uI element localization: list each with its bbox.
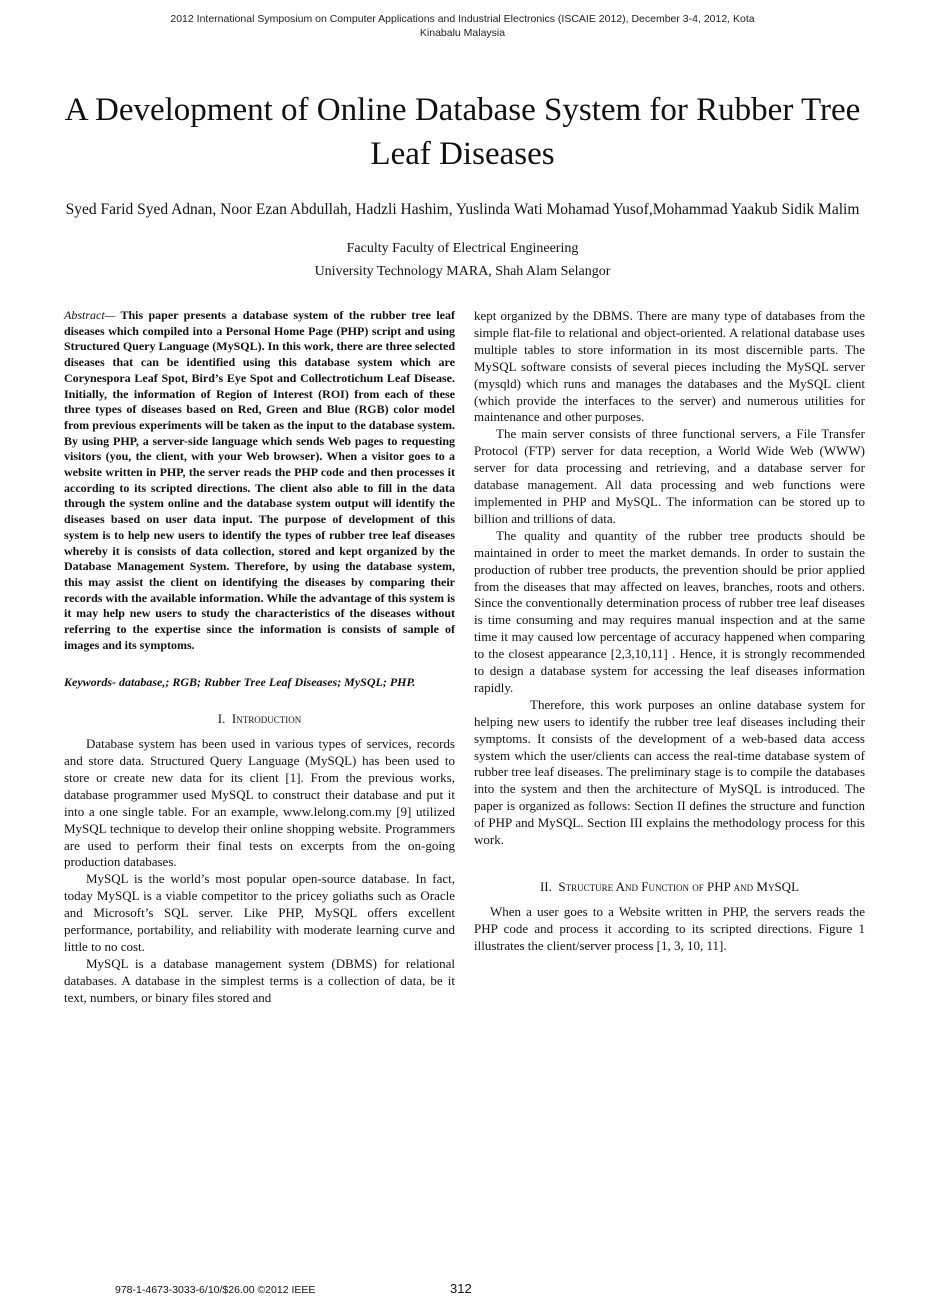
conference-header-line1: 2012 International Symposium on Computer Applications and Industrial Electronics (ISCAIE 2012), December 3-4, 2012, Kota — [170, 13, 755, 25]
body-paragraph-continued: kept organized by the DBMS. There are many type of databases from the simple flat-file to relational and object-oriented. A relational database uses multiple tables to store information in its most discernible parts. The MySQL software consists of several pieces including the MySQL server (mysqld) which runs and manages the databases and the MySQL client (which provide the interfaces to the server) and numerous utilities for maintenance and other purposes. — [474, 308, 865, 425]
intro-paragraph-1: Database system has been used in various types of services, records and store data. Structured Query Language (MySQL) has been used to store or create new data for its client [1]. From the previous works, database programmer used MySQL to construct their database and put it into a one single table. For an example, www.lelong.com.my [9] utilized MySQL technique to develop their online shopping website. Programmers are used to perform their final tests on excerpts from the on-going production databases. — [64, 736, 455, 870]
section2-title: Structure And Function of PHP and MySQL — [558, 879, 800, 894]
conference-header-line2: Kinabalu Malaysia — [419, 27, 506, 39]
left-column — [64, 308, 455, 1007]
abstract-label: Abstract— — [64, 308, 116, 322]
section1-title: Introduction — [231, 711, 302, 727]
section1-number: I. — [217, 711, 226, 727]
footer-isbn: 978-1-4673-3033-6/10/$26.00 ©2012 IEEE — [115, 1284, 316, 1296]
right-column — [474, 308, 865, 955]
body-paragraph-quality: The quality and quantity of the rubber tree products should be maintained in order to meet the market demands. In order to sustain the production of rubber tree products, the prevention should be prior applied from the diseases that may affected on leaves, branches, roots and others. Since the conventionally determination process of rubber tree leaf diseases is time consuming and may requires manual inspection and at the same time it may caused low percentage of accuracy happened when comparing to the closest appearance [2,3,10,11] . Hence, it is strongly recommended to design a database system for accessing the leaf diseases information rapidly. — [474, 527, 865, 695]
affiliation-university: University Technology MARA, Shah Alam Selangor — [314, 264, 611, 279]
abstract-text: This paper presents a database system of the rubber tree leaf diseases which compiled into a Personal Home Page (PHP) script and using Structured Query Language (MySQL). In this work, there are three selected diseases that can be identified using this database system which are Corynespora Leaf Spot, Bird’s Eye Spot and Collectrotichum Leaf Disease. Initially, the information of Region of Interest (ROI) from each of these three types of diseases based on Red, Green and Blue (RGB) color model from previous experiments will be taken as the input to the database system. By using PHP, a server-side language which sends Web pages to requesting visitors (you, the client, with your Web browser). When a visitor goes to a website written in PHP, the server reads the PHP code and then processes it according to its scripted directions. The client also able to fill in the data through the system online and the database system output will identify the diseases based on user data input. The purpose of development of this system is to help new users to identify the types of rubber tree leaf diseases whereby it is consists of data collection, stored and kept organized by the Database Management System. Therefore, by using the database system, this may assist the client on identifying the diseases by comparing their records with the available information. While the advantage of this system is it may help new users to study the characteristics of the diseases without referring to the expertise since the information is consists of sample of images and its symptoms. — [64, 308, 455, 652]
abstract — [64, 308, 455, 653]
section-heading-structure — [474, 879, 865, 896]
intro-paragraph-2: MySQL is the world’s most popular open-source database. In fact, today MySQL is a viable competitor to the pricey goliaths such as Oracle and Microsoft’s SQL server. Like PHP, MySQL offers excellent performance, portability, and reliability with moderate learning curve and little to no cost. — [64, 871, 455, 954]
body-paragraph-purpose: Therefore, this work purposes an online database system for helping new users to identify the rubber tree leaf diseases including their symptoms. It consists of the development of a web-based data access system which the user/clients can access the real-time database system of rubber tree leaf diseases. The preliminary stage is to compile the databases into the system and then the architecture of MySQL is introduced. The paper is organized as follows: Section II defines the structure and function of PHP and MySQL. Section III explains the methodology process for this work. — [474, 696, 865, 848]
keywords: Keywords- database,; RGB; Rubber Tree Leaf Diseases; MySQL; PHP. — [64, 675, 416, 690]
body-paragraph-servers: The main server consists of three functional servers, a File Transfer Protocol (FTP) server for data reception, a World Wide Web (WWW) server for data processing and retrieving, and a database server for database management. All data processing and web functions were implemented in PHP and MySQL. The information can be stored up to billion and trillions of data. — [474, 426, 865, 526]
affiliation-faculty: Faculty Faculty of Electrical Engineering — [346, 241, 579, 256]
section2-number: II. — [539, 879, 552, 894]
page-number: 312 — [450, 1281, 472, 1296]
author-list: Syed Farid Syed Adnan, Noor Ezan Abdullah, Hadzli Hashim, Yuslinda Wati Mohamad Yusof,Mohammad Yaakub Sidik Malim — [65, 201, 860, 218]
intro-paragraph-3: MySQL is a database management system (DBMS) for relational databases. A database in the simplest terms is a collection of data, be it text, numbers, or binary files stored and — [64, 955, 455, 1005]
conference-header — [60, 12, 865, 40]
paper-title: A Development of Online Database System for Rubber Tree Leaf Diseases — [64, 92, 861, 172]
structure-paragraph-1: When a user goes to a Website written in PHP, the servers reads the PHP code and process it according to its scripted directions. Figure 1 illustrates the client/server process [1, 3, 10, 11]. — [474, 903, 865, 953]
section-heading-introduction — [64, 711, 455, 728]
